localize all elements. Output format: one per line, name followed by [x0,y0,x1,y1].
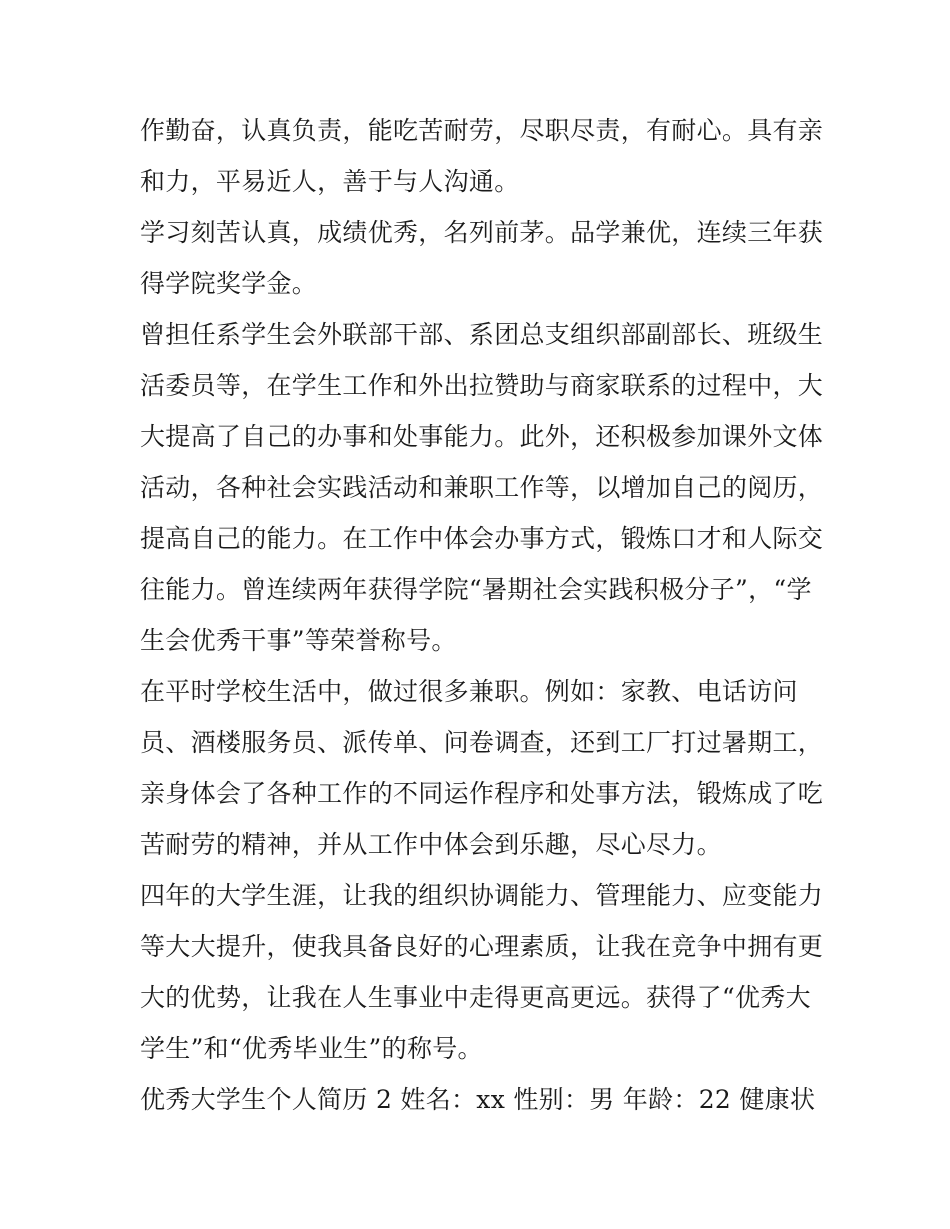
text-line: 大提高了自己的办事和处事能力。此外，还积极参加课外文体 [140,422,824,451]
text-line: 学习刻苦认真，成绩优秀，名列前茅。品学兼优，连续三年获 [140,218,824,247]
text-line: 往能力。曾连续两年获得学院“暑期社会实践积极分子”，“学 [140,575,812,604]
text-line: 曾担任系学生会外联部干部、系团总支组织部副部长、班级生 [140,320,824,349]
text-line: 大的优势，让我在人生事业中走得更高更远。获得了“优秀大 [140,983,811,1012]
text-line: 苦耐劳的精神，并从工作中体会到乐趣，尽心尽力。 [140,830,722,859]
paragraph-resume-header [140,1074,820,1125]
text-line: 和力，平易近人，善于与人沟通。 [140,167,520,196]
text-line: 得学院奖学金。 [140,269,318,298]
text-line: 学生”和“优秀毕业生”的称号。 [140,1034,483,1063]
text-line: 等大大提升，使我具备良好的心理素质，让我在竞争中拥有更 [140,932,824,961]
text-line: 提高自己的能力。在工作中体会办事方式，锻炼口才和人际交 [140,524,824,553]
paragraph-study [140,207,824,309]
paragraph-university-summary [140,870,824,1074]
paragraph-part-time-jobs [140,666,824,870]
text-line: 作勤奋，认真负责，能吃苦耐劳，尽职尽责，有耐心。具有亲 [140,116,824,145]
paragraph-work-attitude [140,105,824,207]
text-line: 四年的大学生涯，让我的组织协调能力、管理能力、应变能力 [140,881,824,910]
text-line: 优秀大学生个人简历 2 姓名：xx 性别：男 年龄：22 健康状 [140,1085,816,1114]
text-line: 亲身体会了各种工作的不同运作程序和处事方法，锻炼成了吃 [140,779,824,808]
text-line: 活委员等，在学生工作和外出拉赞助与商家联系的过程中，大 [140,371,824,400]
text-line: 生会优秀干事”等荣誉称号。 [140,626,457,655]
paragraph-student-union [140,309,824,666]
text-line: 员、酒楼服务员、派传单、问卷调查，还到工厂打过暑期工， [140,728,824,757]
text-line: 在平时学校生活中，做过很多兼职。例如：家教、电话访问 [140,677,798,706]
text-line: 活动，各种社会实践活动和兼职工作等，以增加自己的阅历， [140,473,824,502]
document-body [140,105,824,1125]
